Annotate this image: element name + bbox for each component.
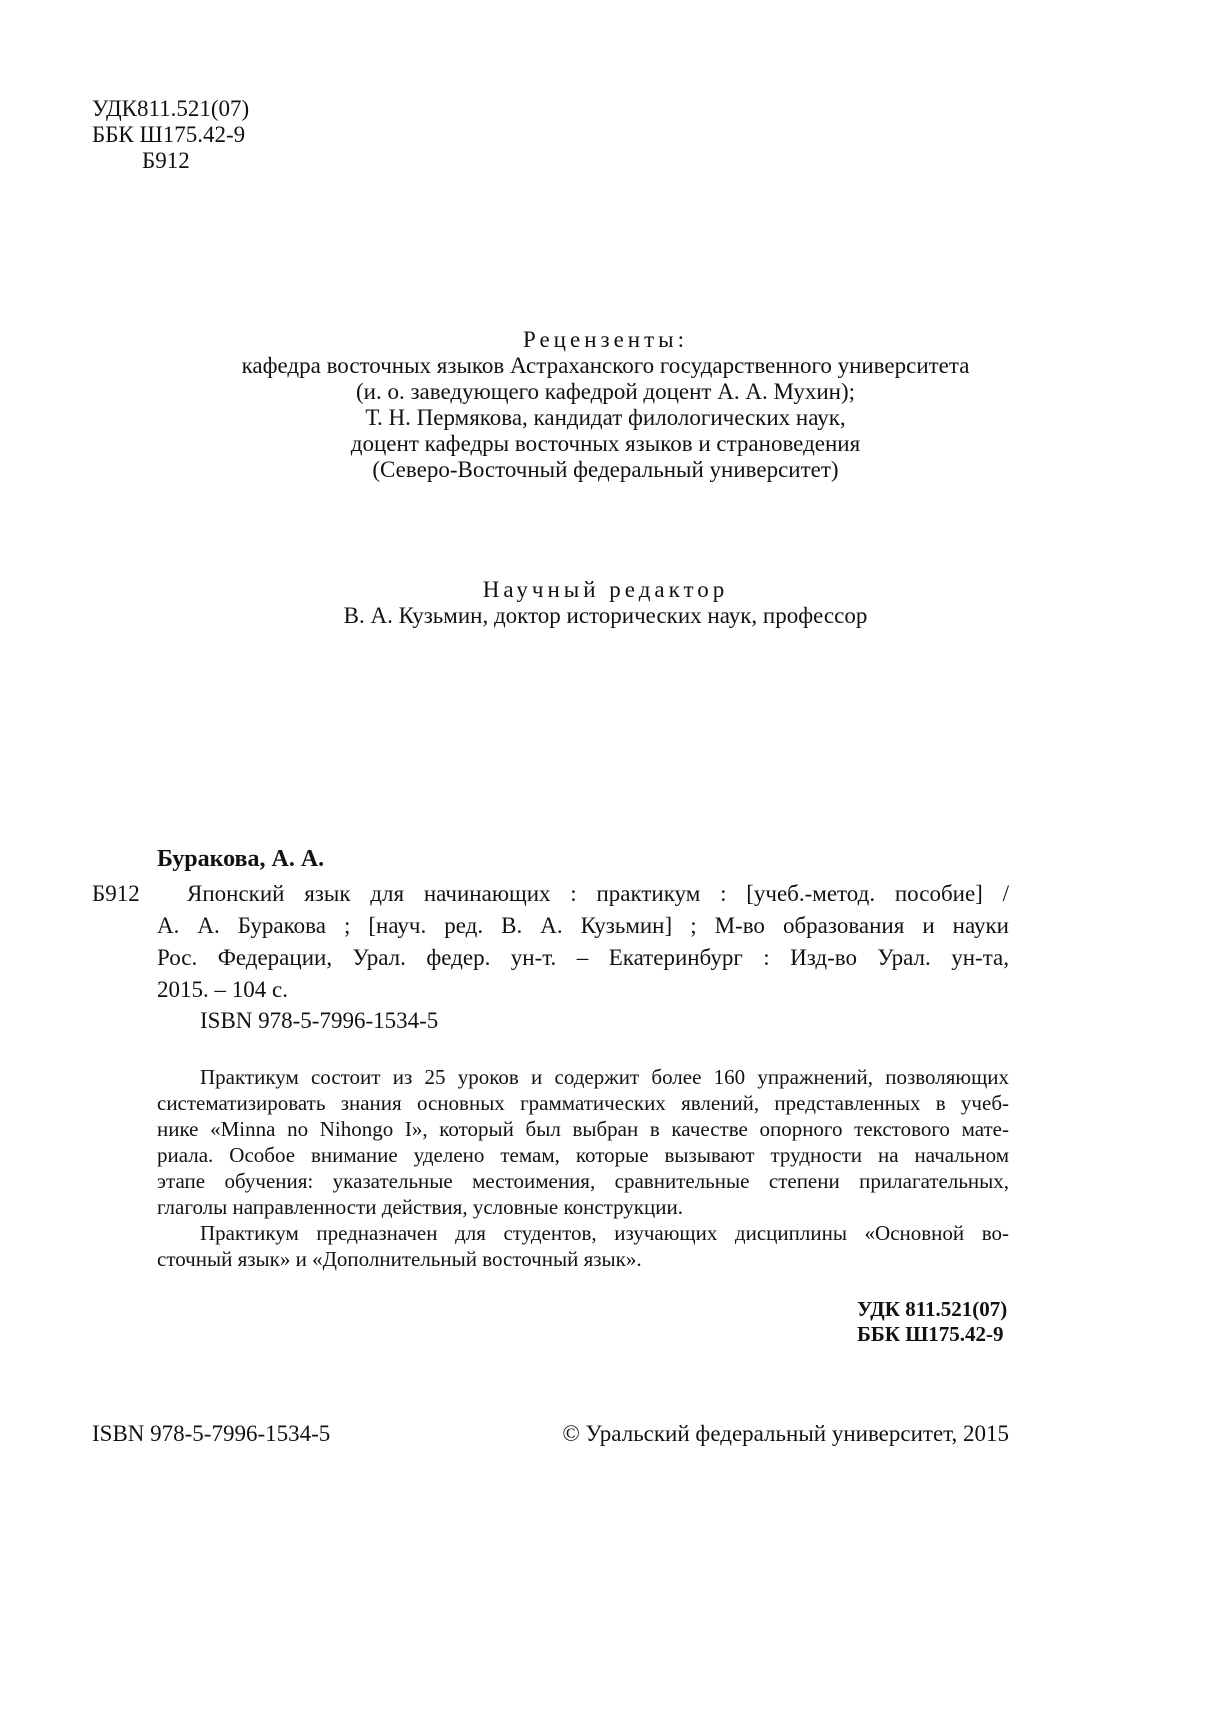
footer-isbn: ISBN 978-5-7996-1534-5 — [92, 1421, 331, 1446]
abstract-line: нике «Minna no Nihongo I», который был выбран в качестве опорного текстового мате- — [157, 1117, 1009, 1141]
bibliography-isbn: ISBN 978-5-7996-1534-5 — [200, 1008, 439, 1033]
abstract-line: систематизировать знания основных грамматических явлений, представленных в учеб- — [157, 1091, 1009, 1115]
bibliography-mark: Б912 — [92, 881, 140, 906]
reviewer-line: (Северо-Восточный федеральный университет) — [372, 457, 839, 482]
abstract-line: сточный язык» и «Дополнительный восточный язык». — [157, 1247, 642, 1271]
abstract-line: Практикум состоит из 25 уроков и содержит более 160 упражнений, позволяющих — [200, 1065, 1009, 1089]
abstract-line: Практикум предназначен для студентов, изучающих дисциплины «Основной во- — [200, 1221, 1009, 1245]
bibliography-line: А. А. Буракова ; [науч. ред. В. А. Кузьмин] ; М-во образования и науки — [157, 913, 1009, 938]
bibliography-line: 2015. – 104 с. — [157, 977, 288, 1002]
bibliography-line: Рос. Федерации, Урал. федер. ун-т. – Екатеринбург : Изд-во Урал. ун-та, — [157, 945, 1009, 970]
reviewer-line: кафедра восточных языков Астраханского государственного университета — [241, 353, 970, 378]
bibliography-line: Японский язык для начинающих : практикум : [учеб.-метод. пособие] / — [187, 881, 1009, 906]
abstract-line: этапе обучения: указательные местоимения, сравнительные степени прилагательных, — [157, 1169, 1009, 1193]
reviewer-line: Т. Н. Пермякова, кандидат филологических наук, — [365, 405, 846, 430]
author-mark: Б912 — [142, 148, 190, 173]
bbk-code: ББК Ш175.42-9 — [92, 122, 246, 147]
footer-udk-code: УДК 811.521(07) — [857, 1297, 1008, 1321]
reviewer-line: (и. о. заведующего кафедрой доцент А. А. Мухин); — [355, 379, 855, 404]
reviewer-line: доцент кафедры восточных языков и страноведения — [350, 431, 861, 456]
abstract-line: глаголы направленности действия, условные конструкции. — [157, 1195, 683, 1219]
book-author: Буракова, А. А. — [157, 846, 325, 872]
udk-code: УДК811.521(07) — [92, 96, 250, 121]
abstract-line: риала. Особое внимание уделено темам, которые вызывают трудности на начальном — [157, 1143, 1009, 1167]
editor-heading: Научный редактор — [482, 577, 729, 602]
reviewers-heading: Рецензенты: — [522, 327, 689, 352]
editor-name: В. А. Кузьмин, доктор исторических наук, профессор — [343, 603, 868, 628]
footer-copyright: © Уральский федеральный университет, 2015 — [562, 1421, 1009, 1446]
footer-bbk-code: ББК Ш175.42-9 — [857, 1322, 1004, 1346]
